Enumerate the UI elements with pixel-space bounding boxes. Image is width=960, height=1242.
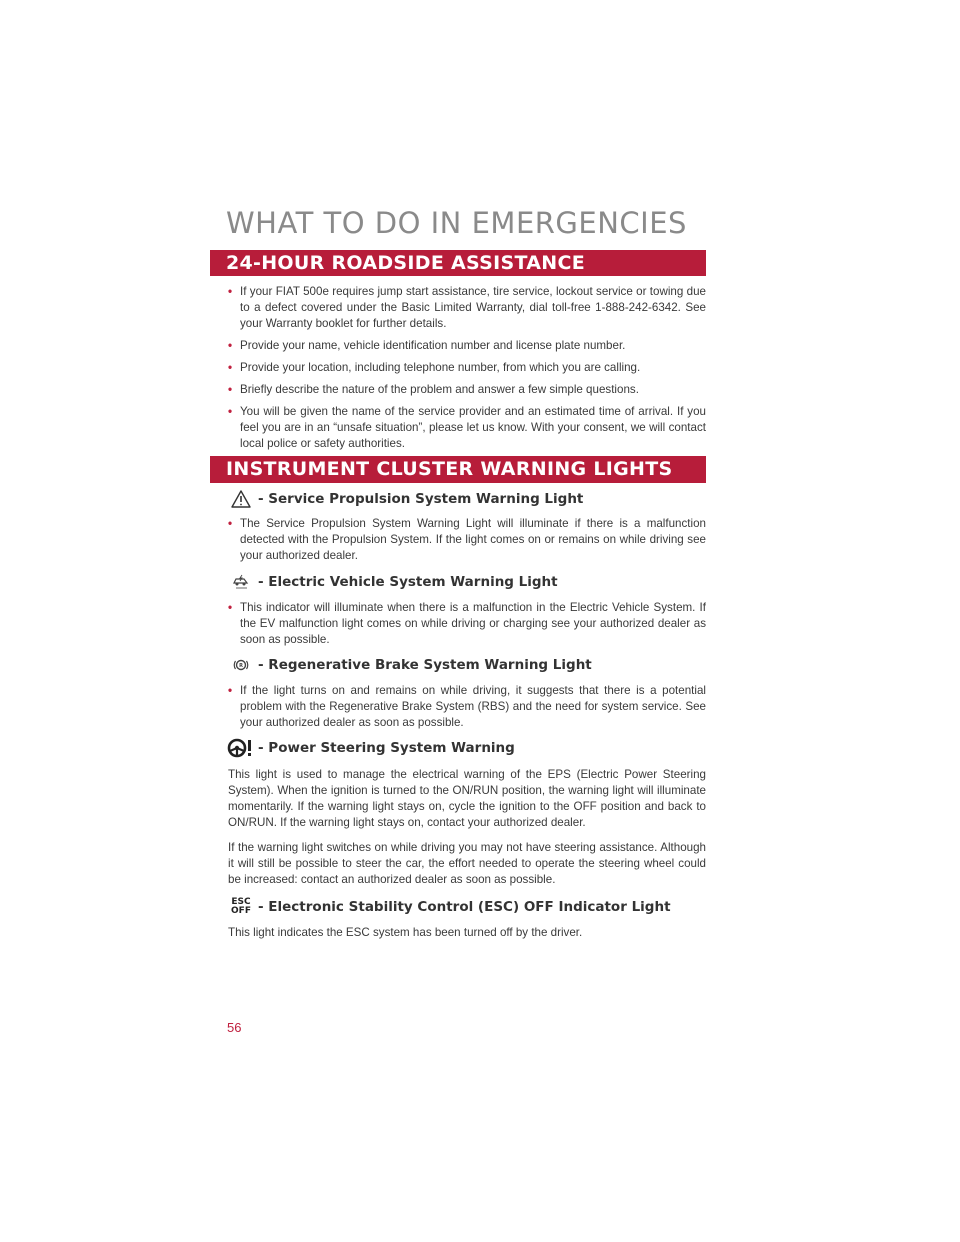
list-item: • The Service Propulsion System Warning Light will illuminate if there is a malfunction detected with the Propulsion System. If the light comes on or remains on while driving see your authorized dealer. xyxy=(228,517,706,562)
bullet-icon: • xyxy=(228,361,233,374)
subhead-regen xyxy=(226,655,592,675)
ev-bullet-list xyxy=(228,600,706,654)
bullet-icon: • xyxy=(228,339,233,352)
subhead-title: - Regenerative Brake System Warning Light xyxy=(258,657,592,673)
regen-bullet-list xyxy=(228,683,706,737)
subhead-steering xyxy=(226,738,515,758)
esc-off-icon: ESC OFF xyxy=(231,897,251,916)
subhead-esc xyxy=(226,897,671,917)
list-item: • This indicator will illuminate when there is a malfunction in the Electric Vehicle System. If the EV malfunction light comes on while driving or charging see your authorized dealer as soon as possible. xyxy=(228,601,706,646)
bullet-icon: • xyxy=(228,517,233,530)
steering-paragraph-1: This light is used to manage the electrical warning of the EPS (Electric Power Steering System). When the ignition is turned to the ON/RUN position, the warning light will illuminate momentarily. If the warning light stays on, cycle the ignition to the OFF position and back to ON/RUN. If the warning light stays on, contact your authorized dealer. xyxy=(228,768,706,829)
warning-triangle-icon xyxy=(226,490,256,508)
list-item: • You will be given the name of the service provider and an estimated time of arrival. If you feel you are in an “unsafe situation”, please let us know. With your consent, we will contact local police or safety authorities. xyxy=(228,405,706,450)
list-item: • Briefly describe the nature of the problem and answer a few simple questions. xyxy=(228,383,639,396)
propulsion-bullet-list xyxy=(228,516,706,570)
subhead-title: - Electric Vehicle System Warning Light xyxy=(258,574,558,590)
bullet-icon: • xyxy=(228,383,233,396)
regen-brake-icon xyxy=(226,658,256,672)
roadside-bullet-list xyxy=(228,284,706,458)
bullet-icon: • xyxy=(228,405,233,418)
steering-wheel-warning-icon xyxy=(226,738,256,758)
subhead-ev xyxy=(226,572,558,592)
bullet-icon: • xyxy=(228,601,233,614)
steering-paragraph-2: If the warning light switches on while driving you may not have steering assistance. Although it will still be possible to steer the car, the effort needed to operate the steering wheel could be increased: contact an authorized dealer as soon as possible. xyxy=(228,841,706,886)
section-title-cluster-warning-lights: INSTRUMENT CLUSTER WARNING LIGHTS xyxy=(210,456,706,483)
bullet-icon: • xyxy=(228,285,233,298)
svg-text:R: R xyxy=(239,663,243,669)
subhead-title: - Power Steering System Warning xyxy=(258,740,515,756)
page-number: 56 xyxy=(227,1020,242,1035)
subhead-propulsion xyxy=(226,489,583,509)
subhead-title: - Service Propulsion System Warning Light xyxy=(258,491,584,507)
subhead-title: - Electronic Stability Control (ESC) OFF Indicator Light xyxy=(258,899,671,915)
bullet-icon: • xyxy=(228,684,233,697)
list-item: • Provide your location, including telephone number, from which you are calling. xyxy=(228,361,641,374)
ev-car-icon xyxy=(226,574,256,590)
esc-paragraph: This light indicates the ESC system has been turned off by the driver. xyxy=(228,926,583,939)
page-header: WHAT TO DO IN EMERGENCIES xyxy=(226,206,687,240)
list-item: • If your FIAT 500e requires jump start assistance, tire service, lockout service or towing due to a defect covered under the Basic Limited Warranty, dial toll-free 1-888-242-6342. See your Warranty booklet for further details. xyxy=(228,285,706,330)
section-title-roadside: 24-HOUR ROADSIDE ASSISTANCE xyxy=(210,250,706,276)
list-item: • If the light turns on and remains on while driving, it suggests that there is a potential problem with the Regenerative Brake System (RBS) and the need for system service. See your authorized dealer as soon as possible. xyxy=(228,684,706,729)
list-item: • Provide your name, vehicle identification number and license plate number. xyxy=(228,339,626,352)
